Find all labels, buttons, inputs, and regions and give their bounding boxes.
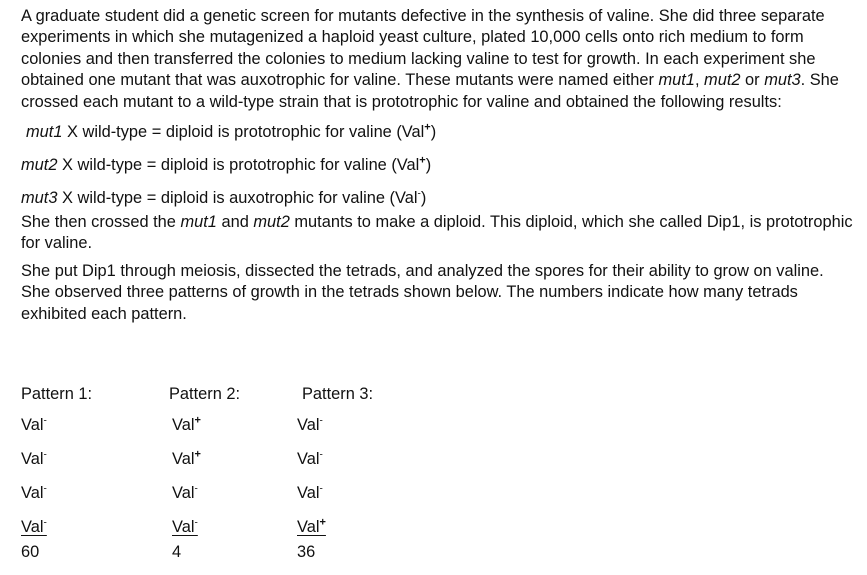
dip1-text-c: mutants to make a diploid. This diploid, which she called Dip1, is prototrophic for valine.: [21, 213, 853, 253]
meiosis-paragraph: She put Dip1 through meiosis, dissected the tetrads, and analyzed the spores for their ability to grow on valine. She observed three patterns of growth in the tetrads shown below. The numbers indicate how many tetrads exhibited each pattern.: [21, 261, 824, 323]
cross-mutant: mut3: [21, 189, 58, 208]
cross-result-1: [21, 121, 853, 144]
cross-sign: -: [417, 188, 421, 200]
pattern-title: Pattern 3:: [302, 385, 374, 403]
cross-mutant: mut1: [26, 123, 63, 142]
mut1-italic: mut1: [658, 71, 695, 90]
cross-sign: +: [424, 121, 431, 134]
spore-phenotype: Val+: [297, 516, 326, 536]
spore-phenotype: Val-: [172, 483, 198, 502]
mut2-italic: mut2: [253, 213, 290, 232]
spore-phenotype: Val+: [172, 448, 201, 468]
spore-phenotype: Val-: [21, 483, 47, 502]
pattern-title: Pattern 2:: [169, 385, 241, 403]
intro-sep-2: or: [740, 71, 765, 90]
pattern-1-column: [21, 384, 92, 564]
tetrad-count: 4: [172, 543, 182, 561]
problem-text: [21, 6, 853, 325]
spore-phenotype: Val-: [21, 517, 47, 536]
dip1-paragraph: [21, 212, 853, 255]
spore-phenotype: Val-: [21, 449, 47, 468]
spore-phenotype: Val-: [21, 415, 47, 434]
mut3-italic: mut3: [764, 71, 801, 90]
tetrad-count: 36: [297, 543, 316, 561]
intro-text-2: . She crossed each mutant to a wild-type strain that is prototrophic for valine and obtained the following results:: [21, 71, 839, 111]
spore-phenotype: Val+: [172, 414, 201, 434]
mut1-italic: mut1: [180, 213, 217, 232]
cross-sign: +: [419, 154, 426, 167]
tetrad-count: 60: [21, 543, 40, 561]
pattern-2-column: [169, 384, 240, 564]
pattern-3-column: [297, 384, 374, 564]
cross-text: X wild-type = diploid is prototrophic for valine (Val: [62, 123, 425, 142]
spore-phenotype: Val-: [297, 449, 323, 468]
intro-sep-1: ,: [694, 71, 705, 90]
tetrad-patterns: [21, 384, 521, 574]
cross-close: ): [430, 123, 437, 142]
cross-text: X wild-type = diploid is auxotrophic for valine (Val: [57, 189, 418, 208]
cross-close: ): [425, 156, 432, 175]
mut2-italic: mut2: [704, 71, 741, 90]
cross-result-3: [21, 187, 853, 210]
pattern-title: Pattern 1:: [21, 385, 93, 403]
spore-phenotype: Val-: [172, 517, 198, 536]
spore-phenotype: Val-: [297, 483, 323, 502]
intro-paragraph: [21, 6, 853, 113]
cross-close: ): [420, 189, 427, 208]
spore-phenotype: Val-: [297, 415, 323, 434]
intro-text-1: A graduate student did a genetic screen for mutants defective in the synthesis of valine. She did three separate experiments in which she mutagenized a haploid yeast culture, plated 10,000 cells onto rich medium to form colonies and then transferred the colonies to medium lacking valine to test for growth. In each experiment she obtained one mutant that was auxotrophic for valine. These mutants were named either: [21, 7, 825, 90]
cross-text: X wild-type = diploid is prototrophic for valine (Val: [57, 156, 420, 175]
dip1-text-b: and: [216, 213, 254, 232]
cross-mutant: mut2: [21, 156, 58, 175]
dip1-text-a: She then crossed the: [21, 213, 181, 232]
cross-result-2: [21, 154, 853, 177]
